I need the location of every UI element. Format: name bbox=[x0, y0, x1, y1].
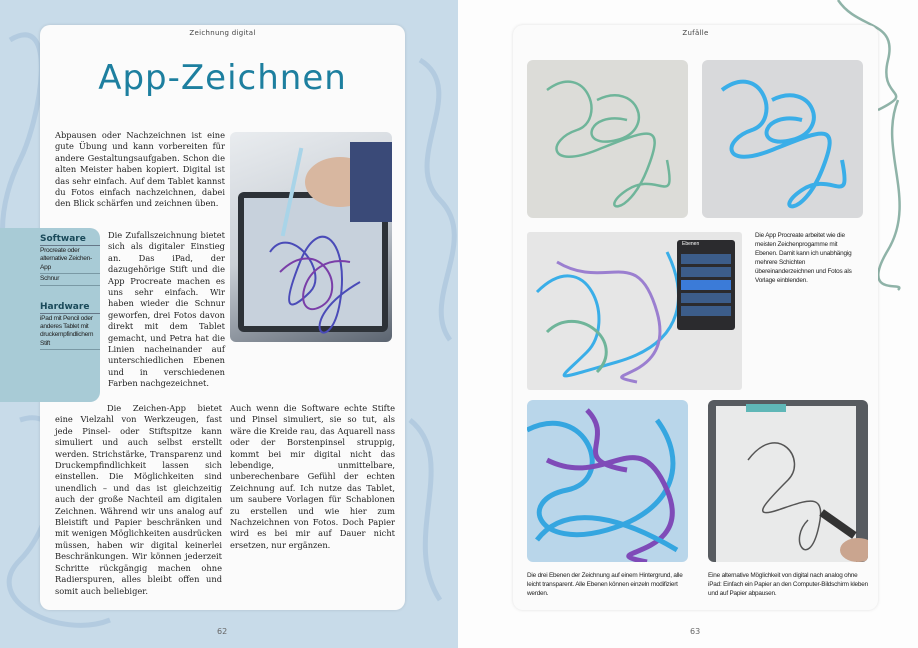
left-page bbox=[0, 0, 458, 648]
page-number: 63 bbox=[690, 627, 701, 636]
procreate-screenshot bbox=[527, 232, 742, 390]
photo-ipad-drawing bbox=[230, 132, 392, 342]
photo-layers-drawing bbox=[527, 400, 688, 562]
hardware-item: iPad mit Pencil oder anderes Tablet mit druckempfindlichem Stift bbox=[40, 314, 100, 351]
page-title: App-Zeichnen bbox=[98, 58, 347, 98]
running-header: Zufälle bbox=[682, 29, 709, 37]
photo-green-string bbox=[527, 60, 688, 218]
photo-tracing-paper bbox=[708, 400, 868, 562]
software-title: Software bbox=[40, 234, 100, 246]
paragraph-2: Die Zufallszeichnung bietet sich als digitaler Einstieg an. Das iPad, der dazugehörige Stift und die App Procreate machen es uns sehr einfach. Wir haben wieder die Schnur geworfen, drei Fotos davon direkt mit dem Tablet gemacht, und Petra hat die Linien nacheinander auf unterschiedlichen Ebenen und in verschiedenen Farben nachgezeichnet. bbox=[108, 230, 225, 389]
caption-analog: Eine alternative Möglichkeit von digital nach analog ohne iPad: Einfach ein Papier an den Computer-Bildschirm kleben und auf Papier abpausen. bbox=[708, 572, 868, 597]
intro-paragraph: Abpausen oder Nachzeichnen ist eine gute Übung und kann vorbereiten für andere Gestaltungsaufgaben. Schon die alten Meister haben kopiert. Digital ist das sehr einfach. Auf dem Tablet kannst du Fotos einfach nachzeichnen, dabei den Blick schärfen und zeichnen üben. bbox=[55, 130, 225, 209]
paragraph-4: Auch wenn die Software echte Stifte und Pinsel simuliert, sie so tut, als wäre die Kreide rau, das Aquarell nass oder der Borstenpinsel struppig, kommt bei mir digital nicht das lebendige, unmittelbare, unberechenbare Gefühl der echten Zeichnung auf. Ich nutze das Tablet, um saubere Vorlagen für Schablonen zu erstellen und wie hier zum Nachzeichnen von Fotos. Doch Papier wird es bei mir auf Dauer nicht ersetzen, nur ergänzen. bbox=[230, 403, 395, 550]
photo-blue-drawing bbox=[702, 60, 863, 218]
right-page bbox=[458, 0, 918, 648]
materials-sidebar bbox=[0, 228, 100, 402]
page-number: 62 bbox=[217, 627, 228, 636]
hardware-title: Hardware bbox=[40, 302, 100, 314]
running-header: Zeichnung digital bbox=[189, 29, 256, 37]
layers-panel-title: Ebenen bbox=[682, 241, 700, 247]
paragraph-3: Die Zeichen-App bietet eine Vielzahl von Werkzeugen, fast jede Pinsel- oder Stiftspitze kann simuliert und auch selbst erstellt werden. Strichstärke, Transparenz und Druckempfindlichkeit lassen sich einstellen. Die Möglichkeiten sind unendlich – und das ist gleichzeitig auch der große Nachteil am digitalen Zeichnen. Während wir uns analog auf Bleistift und Papier beschränken und mit wenigen Möglichkeiten ausdrücken müssen, haben wir digital keinerlei Beschränkungen. Wir können jederzeit Schritte rückgängig machen ohne Radierspuren, alles bleibt offen und somit auch beliebiger. bbox=[55, 403, 222, 596]
caption-procreate: Die App Procreate arbeitet wie die meisten Zeichenprogamme mit Ebenen. Damit kann ich unabhängig mehrere Schichten übereinanderzeichnen und Fotos als Vorlage einblenden. bbox=[755, 232, 852, 284]
software-item: Schnur bbox=[40, 274, 100, 285]
software-item: Procreate oder alternative Zeichen-App bbox=[40, 246, 100, 274]
caption-layers: Die drei Ebenen der Zeichnung auf einem Hintergrund, alle leicht transparent. Alle Ebenen können einzeln modifiziert werden. bbox=[527, 572, 683, 597]
